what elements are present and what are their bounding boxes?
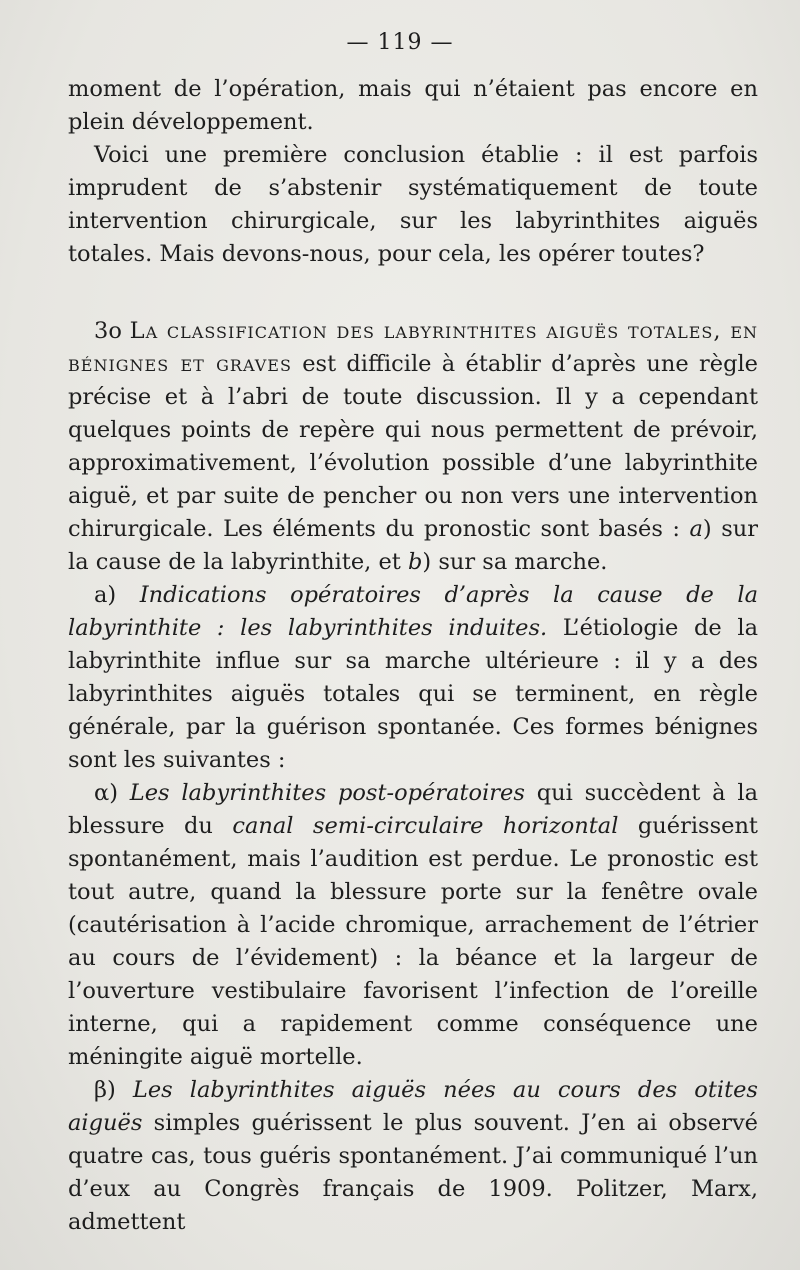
beta-body: simples guérissent le plus souvent. J’en ai observé quatre cas, tous guéris spontanément. J’ai communiqué l’un d’eux au Congrès français de 1909. Politzer, Marx, admettent	[68, 1110, 758, 1235]
classification-end: ) sur sa marche.	[422, 549, 608, 575]
indications-heading: Indications opératoires d’après la cause de la labyrinthite : les labyrinthites induites.	[68, 582, 758, 641]
body-text	[68, 73, 758, 1239]
paragraph-conclusion: Voici une première conclusion établie : il est parfois imprudent de s’abstenir systématiquement de toute intervention chirurgicale, sur les labyrinthites aiguës totales. Mais devons-nous, pour cela, les opérer toutes?	[68, 142, 758, 267]
alpha-body-1: qui succèdent à la blessure du	[68, 780, 758, 839]
alpha-canal: canal semi-circulaire horizontal	[232, 813, 619, 839]
paragraph-alpha	[68, 777, 758, 1074]
indications-marker: a)	[94, 582, 140, 608]
classification-body: est difficile à établir d’après une règle précise et à l’abri de toute discussion. Il y a cependant quelques points de repère qui nous permettent de prévoir, approximativement, l’évolution possible d’une labyrinthite aiguë, et par suite de pencher ou non vers une intervention chirurgicale. Les éléments du pronostic sont basés :	[68, 351, 758, 542]
paragraph-classification	[68, 315, 758, 579]
paragraph-continuation: moment de l’opération, mais qui n’étaient pas encore en plein développement.	[68, 76, 758, 135]
alpha-marker: α)	[94, 780, 130, 806]
paragraph-beta	[68, 1074, 758, 1239]
indications-body: L’étiologie de la labyrinthite influe sur sa marche ultérieure : il y a des labyrinthites aiguës totales qui se terminent, en règle générale, par la guérison spontanée. Ces formes bénignes sont les suivantes :	[68, 615, 758, 773]
page-number: — 119 —	[346, 30, 454, 55]
alpha-body-2: guérissent spontanément, mais l’audition est perdue. Le pronostic est tout autre, quand la blessure porte sur la fenêtre ovale (cautérisation à l’acide chromique, arrachement de l’étrier au cours de l’évidement) : la béance et la largeur de l’ouverture vestibulaire favorisent l’infection de l’oreille interne, qui a rapidement comme conséquence une méningite aiguë mortelle.	[68, 813, 758, 1070]
alpha-heading: Les labyrinthites post-opératoires	[129, 780, 525, 806]
section-gap	[68, 271, 758, 315]
beta-marker: β)	[94, 1077, 133, 1103]
marker-a: a	[689, 516, 703, 542]
beta-heading: Les labyrinthites aiguës nées au cours des otites aiguës	[68, 1077, 758, 1136]
section-heading: La classification des labyrinthites aiguës totales, en bénignes et graves	[68, 318, 758, 377]
classification-mid: ) sur la cause de la labyrinthite, et	[68, 516, 758, 575]
marker-b: b	[407, 549, 423, 575]
paragraph-indications	[68, 579, 758, 777]
section-number: 3o	[94, 318, 122, 344]
